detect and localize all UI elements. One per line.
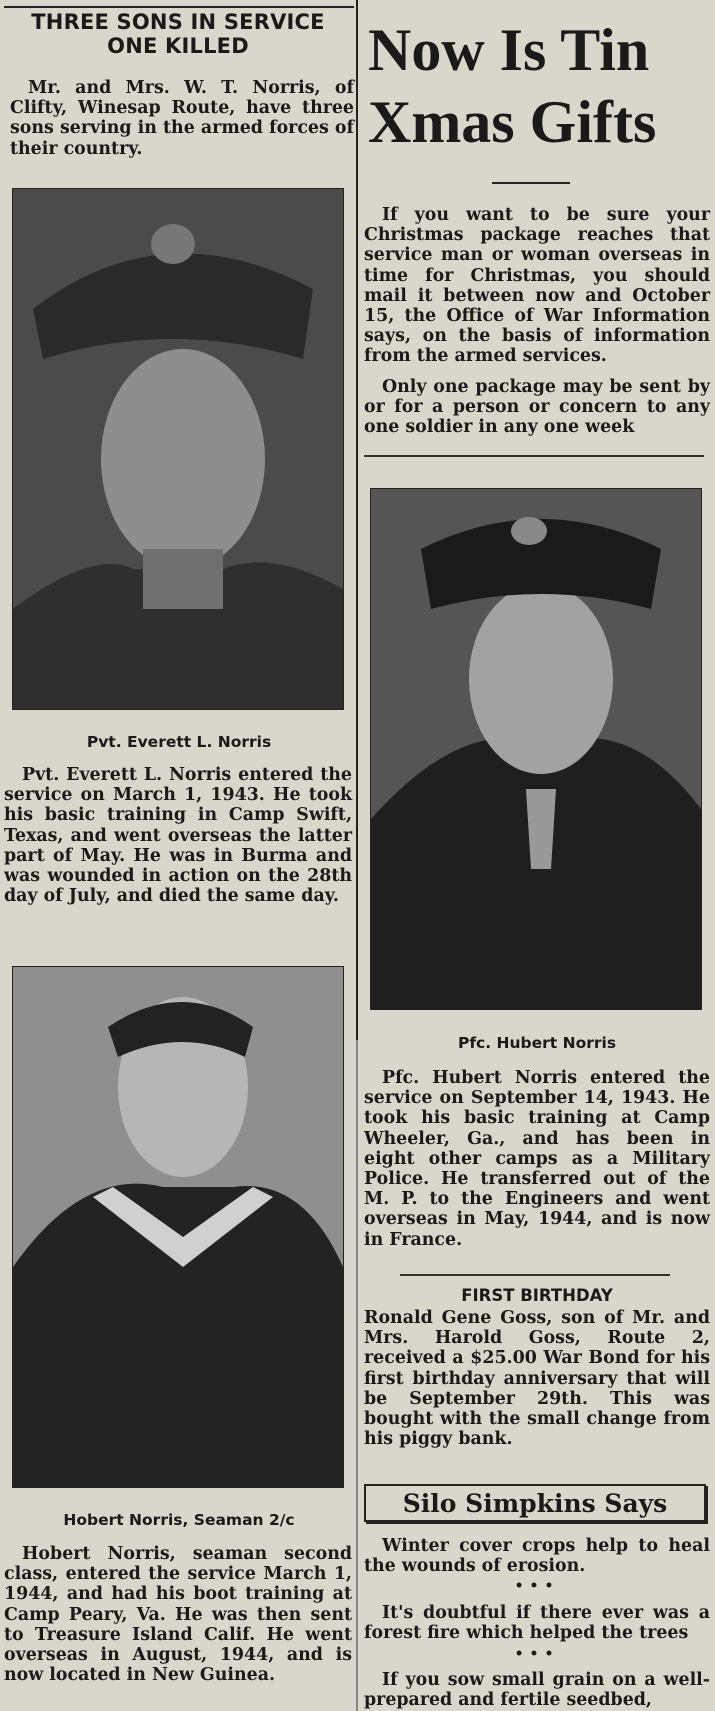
birthday-rule (400, 1274, 670, 1276)
silo-item-3: If you sow small grain on a well-prepared and fertile seedbed, (364, 1670, 710, 1711)
silo-title: Silo Simpkins Says (402, 1488, 668, 1518)
birthday-heading: FIRST BIRTHDAY (461, 1286, 613, 1305)
caption-hobert: Hobert Norris, Seaman 2/c (63, 1511, 295, 1529)
hubert-paragraph: Pfc. Hubert Norris entered the service on September 14, 1943. He took his basic training at Camp Wheeler, Ga., and has been in eight other camps as a Military Police. He transferred out of the M. P. to the Engineers and went overseas in May, 1944, and is now in France. (364, 1068, 710, 1250)
xmas-paragraph-2: Only one package may be sent by or for a person or concern to any one soldier in any one week (364, 377, 710, 438)
photo-hubert (370, 488, 702, 1010)
left-headline: THREE SONS IN SERVICE ONE KILLED (31, 10, 325, 58)
caption-hubert: Pfc. Hubert Norris (457, 1034, 617, 1052)
photo-hobert (12, 966, 344, 1488)
silo-bullets-2: ••• (514, 1646, 560, 1662)
photo-everett (12, 188, 344, 710)
xmas-paragraph-1: If you want to be sure your Christmas package reaches that service man or woman overseas in time for Christmas, you should mail it between now and October 15, the Office of War Information says, on the basis of information from the armed services. (364, 205, 710, 367)
caption-everett: Pvt. Everett L. Norris (86, 733, 272, 751)
everett-paragraph: Pvt. Everett L. Norris entered the service on March 1, 1943. He took his basic training in Camp Swift, Texas, and went overseas the latter part of May. He was in Burma and was wounded in action on the 28th day of July, and died the same day. (4, 765, 352, 907)
short-rule (492, 182, 570, 184)
silo-title-box (364, 1484, 706, 1522)
silo-item-2: It's doubtful if there ever was a forest fire which helped the trees (364, 1603, 710, 1644)
column-rule (356, 0, 358, 1040)
column-rule-lower (356, 1040, 358, 1711)
silo-item-1: Winter cover crops help to heal the wounds of erosion. (364, 1536, 710, 1577)
birthday-paragraph: Ronald Gene Goss, son of Mr. and Mrs. Harold Goss, Route 2, received a $25.00 War Bond for his first birthday anniversary that will be September 29th. This was bought with the small change from his piggy bank. (364, 1308, 710, 1450)
hobert-paragraph: Hobert Norris, seaman second class, entered the service March 1, 1944, and had his boot training at Camp Peary, Va. He was then sent to Treasure Island Calif. He went overseas in August, 1944, and is now located in New Guinea. (4, 1544, 352, 1686)
silo-bullets-1: ••• (514, 1578, 560, 1594)
right-headline-line1: Now Is Tin (368, 17, 650, 83)
intro-paragraph: Mr. and Mrs. W. T. Norris, of Clifty, Winesap Route, have three sons serving in the armed forces of their country. (10, 78, 354, 159)
right-headline (368, 14, 656, 158)
right-headline-line2: Xmas Gifts (368, 89, 657, 155)
section-rule (364, 455, 704, 457)
